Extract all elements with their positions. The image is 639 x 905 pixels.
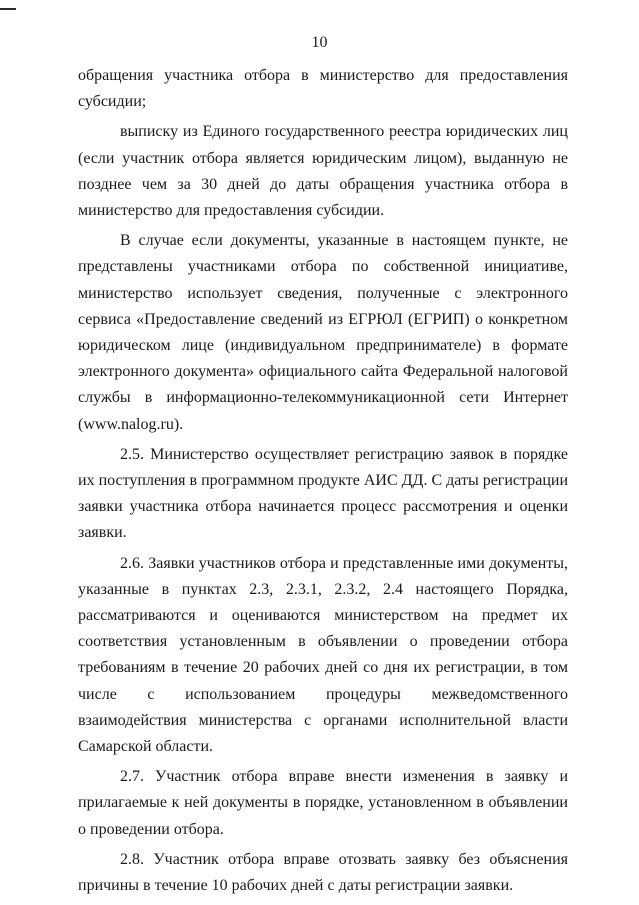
scan-corner-mark xyxy=(0,8,16,10)
paragraph-documents-not-provided: В случае если документы, указанные в настоящем пункте, не представлены участниками отбора по собственной инициативе, министерство использует сведения, полученные с электронного сервиса «Предоставление сведений из ЕГРЮЛ (ЕГРИП) о конкретном юридическом лице (индивидуальном предпринимателе) в формате электронного документа» официального сайта Федеральной налоговой службы в информационно-телекоммуникационной сети Интернет (www.nalog.ru). xyxy=(78,232,568,433)
paragraph-egrul-extract: выписку из Единого государственного реестра юридических лиц (если участник отбора является юридическим лицом), выданную не позднее чем за 30 дней до даты обращения участника отбора в министерство для предоставления субсидии. xyxy=(78,123,568,220)
document-body xyxy=(78,63,568,903)
paragraph-2-6: 2.6. Заявки участников отбора и представленные ими документы, указанные в пунктах 2.3, 2.3.1, 2.3.2, 2.4 настоящего Порядка, рассматриваются и оцениваются министерством на предмет их соответствия установленным в объявлении о проведении отбора требованиям в течение 20 рабочих дней со дня их регистрации, в том числе с использованием процедуры межведомственного взаимодействия министерства с органами исполнительной власти Самарской области. xyxy=(78,554,568,756)
paragraph-continuation: обращения участника отбора в министерство для предоставления субсидии; xyxy=(78,67,568,111)
page-number: 10 xyxy=(311,34,328,51)
paragraph-2-5: 2.5. Министерство осуществляет регистрацию заявок в порядке их поступления в программном продукте АИС ДД. С даты регистрации заявки участника отбора начинается процесс рассмотрения и оценки заявки. xyxy=(78,445,569,542)
paragraph-2-7: 2.7. Участник отбора вправе внести изменения в заявку и прилагаемые к ней документы в порядке, установленном в объявлении о проведении отбора. xyxy=(78,768,568,838)
paragraph-2-8: 2.8. Участник отбора вправе отозвать заявку без объяснения причины в течение 10 рабочих дней с даты регистрации заявки. xyxy=(78,850,568,895)
